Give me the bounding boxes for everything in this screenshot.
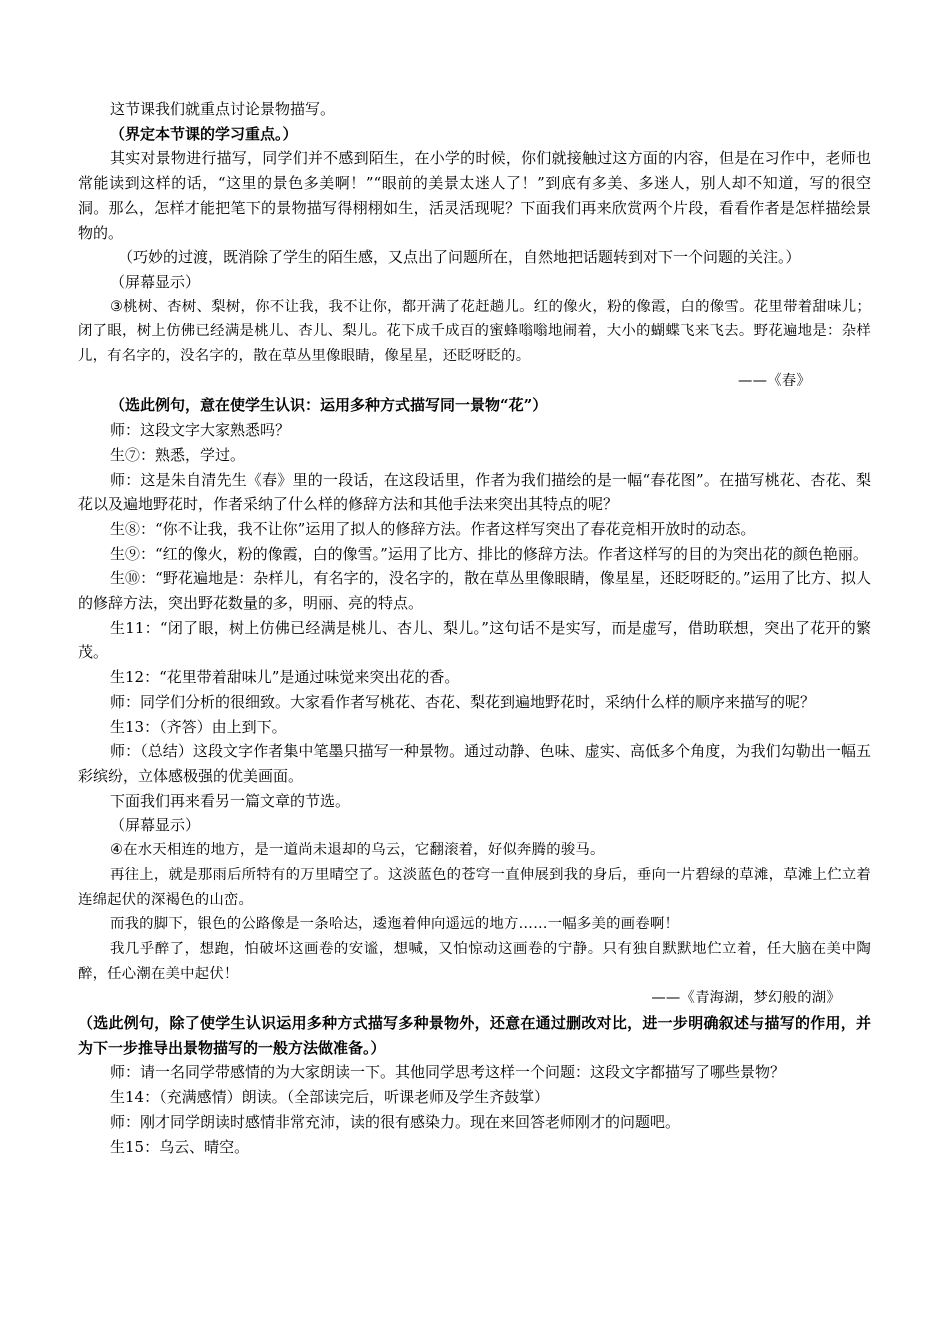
excerpt-source: ——《青海湖，梦幻般的湖》 [651,990,841,1007]
screen-display-label: （屏幕显示） [110,816,201,835]
teaching-note: （选此例句，除了使学生认识运用多种方式描写多种景物外，还意在通过删改对比，进一步明确叙述与描写的作用，并为下一步推导出景物描写的一般方法做准备。） [78,1014,871,1057]
dialogue-line: 师：刚才同学朗读时感情非常充沛，读的很有感染力。现在来回答老师刚才的问题吧。 [110,1112,681,1131]
paragraph-teacher-talk: 其实对景物进行描写，同学们并不感到陌生，在小学的时候，你们就接触过这方面的内容，但是在习作中，老师也常能读到这样的话，“这里的景色多美啊！”“眼前的美景太迷人了！”到底有多美、多迷人，别人却不知道，写的很空洞。那么，怎样才能把笔下的景物描写得栩栩如生，活灵活现呢？下面我们再来欣赏两个片段，看看作者是怎样描绘景物的。 [78,149,871,242]
teaching-note: （界定本节课的学习重点。） [110,124,298,143]
excerpt-qinghai-lake: 我几乎醉了，想跑，怕破坏这画卷的安谧，想喊，又怕惊动这画卷的宁静。只有独自默默地伫立着，任大脑在美中陶醉，任心潮在美中起伏！ [78,940,871,982]
excerpt-source: ——《春》 [738,372,811,389]
excerpt-qinghai-lake: 再往上，就是那雨后所特有的万里晴空了。这淡蓝色的苍穹一直伸展到我的身后，垂向一片碧绿的草滩，草滩上伫立着连绵起伏的深褐色的山峦。 [78,866,871,908]
dialogue-line: 师：这是朱自清先生《春》里的一段话，在这段话里，作者为我们描绘的是一幅“春花图”。在描写桃花、杏花、梨花以及遍地野花时，作者采纳了什么样的修辞方法和其他手法来突出其特点的呢？ [78,470,871,514]
dialogue-line: 生11：“闭了眼，树上仿佛已经满是桃儿、杏儿、梨儿。”这句话不是实写，而是虚写，借助联想，突出了花开的繁茂。 [78,618,871,662]
document-page [78,97,871,1159]
teaching-note: （巧妙的过渡，既消除了学生的陌生感，又点出了问题所在，自然地把话题转到对下一个问题的关注。） [118,248,801,267]
excerpt-qinghai-lake: 而我的脚下，银色的公路像是一条哈达，逶迤着伸向遥远的地方……一幅多美的画卷啊！ [110,916,680,933]
dialogue-line: 师：这段文字大家熟悉吗？ [110,421,291,440]
teaching-note: （选此例句，意在使学生认识：运用多种方式描写同一景物“花”） [110,396,548,415]
dialogue-line: 生⑦：熟悉，学过。 [110,445,246,464]
dialogue-line: 生⑩：“野花遍地是：杂样儿，有名字的，没名字的，散在草丛里像眼睛，像星星，还眨呀眨的。”运用了比方、拟人的修辞方法，突出野花数量的多，明丽、亮的特点。 [78,569,871,613]
excerpt-qinghai-lake: ④在水天相连的地方，是一道尚未退却的乌云，它翻滚着，好似奔腾的骏马。 [110,842,605,859]
dialogue-line: 师：请一名同学带感情的为大家朗读一下。其他同学思考这样一个问题：这段文字都描写了哪些景物？ [110,1063,786,1082]
dialogue-line: 生13：（齐答）由上到下。 [110,717,287,736]
dialogue-line: 生14：（充满感情）朗读。（全部读完后，听课老师及学生齐鼓掌） [110,1088,550,1107]
dialogue-line: 生12：“花里带着甜味儿”是通过味觉来突出花的香。 [110,668,460,687]
dialogue-line: 师：（总结）这段文字作者集中笔墨只描写一种景物。通过动静、色味、虚实、高低多个角度，为我们勾勒出一幅五彩缤纷，立体感极强的优美画面。 [78,742,871,785]
dialogue-line: 生⑨：“红的像火，粉的像霞，白的像雪。”运用了比方、排比的修辞方法。作者这样写的目的为突出花的颜色艳丽。 [110,544,868,563]
excerpt-chun: ③桃树、杏树、梨树，你不让我，我不让你，都开满了花赶趟儿。红的像火，粉的像霞，白的像雪。花里带着甜味儿；闭了眼，树上仿佛已经满是桃儿、杏儿、梨儿。花下成千成百的蜜蜂嗡嗡地闹着，大小的蝴蝶飞来飞去。野花遍地是：杂样儿，有名字的，没名字的，散在草丛里像眼睛，像星星，还眨呀眨的。 [78,298,871,365]
dialogue-line: 师：同学们分析的很细致。大家看作者写桃花、杏花、梨花到遍地野花时，采纳什么样的顺序来描写的呢？ [110,692,816,711]
paragraph-intro: 这节课我们就重点讨论景物描写。 [110,100,336,118]
paragraph-transition: 下面我们再来看另一篇文章的节选。 [110,791,351,810]
dialogue-line: 生15：乌云、晴空。 [110,1137,250,1156]
dialogue-line: 生⑧：“你不让我，我不让你”运用了拟人的修辞方法。作者这样写突出了春花竞相开放时的动态。 [110,519,756,538]
screen-display-label: （屏幕显示） [110,272,201,291]
